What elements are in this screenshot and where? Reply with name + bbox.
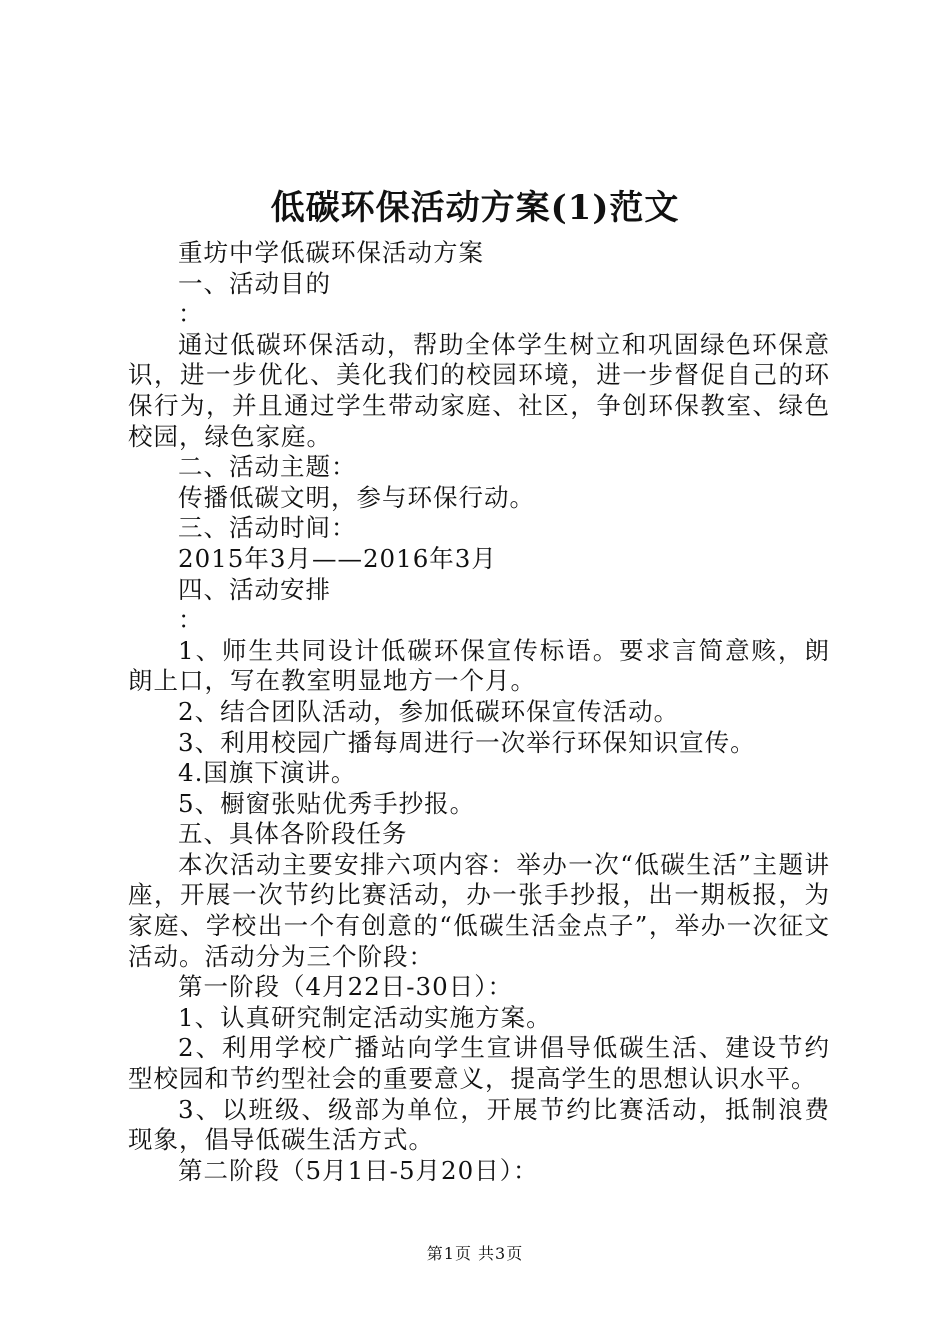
paragraph: 第一阶段（4月22日-30日）：	[178, 972, 513, 1002]
paragraph: 2、利用学校广播站向学生宣讲倡导低碳生活、建设节约型校园和节约型社会的重要意义，提高学生的思想认识水平。	[128, 1033, 830, 1094]
paragraph: 重坊中学低碳环保活动方案	[178, 238, 484, 267]
paragraph: 第二阶段（5月1日-5月20日）：	[178, 1155, 539, 1185]
page-footer: 第1页 共3页	[426, 1244, 524, 1263]
paragraph: 二、活动主题：	[178, 452, 357, 482]
paragraph: 三、活动时间：	[178, 513, 357, 543]
paragraph: 五、具体各阶段任务	[178, 819, 408, 849]
paragraph: 四、活动安排	[178, 574, 331, 604]
paragraph: ：	[178, 605, 204, 635]
paragraph: 本次活动主要安排六项内容：举办一次“低碳生活”主题讲座，开展一次节约比赛活动，办一张手抄报，出一期板报，为家庭、学校出一个有创意的“低碳生活金点子”，举办一次征文活动。活动分为三个阶段：	[128, 849, 830, 971]
document-body	[128, 238, 830, 1186]
paragraph: 1、认真研究制定活动实施方案。	[178, 1002, 552, 1032]
document-title: 低碳环保活动方案(1)范文	[270, 188, 680, 228]
paragraph: 3、以班级、级部为单位，开展节约比赛活动，抵制浪费现象，倡导低碳生活方式。	[128, 1094, 830, 1155]
paragraph: 一、活动目的	[178, 268, 331, 298]
paragraph: ：	[178, 299, 204, 329]
paragraph: 2015年3月——2016年3月	[178, 543, 497, 573]
paragraph: 3、利用校园广播每周进行一次举行环保知识宣传。	[178, 727, 756, 757]
paragraph: 通过低碳环保活动，帮助全体学生树立和巩固绿色环保意识，进一步优化、美化我们的校园环境，进一步督促自己的环保行为，并且通过学生带动家庭、社区，争创环保教室、绿色校园，绿色家庭。	[128, 329, 830, 451]
paragraph: 5、橱窗张贴优秀手抄报。	[178, 788, 476, 818]
paragraph: 2、结合团队活动，参加低碳环保宣传活动。	[178, 696, 680, 726]
paragraph: 传播低碳文明，参与环保行动。	[178, 482, 535, 512]
paragraph: 4.国旗下演讲。	[178, 758, 357, 788]
paragraph: 1、师生共同设计低碳环保宣传标语。要求言简意赅，朗朗上口，写在教室明显地方一个月。	[128, 635, 830, 696]
